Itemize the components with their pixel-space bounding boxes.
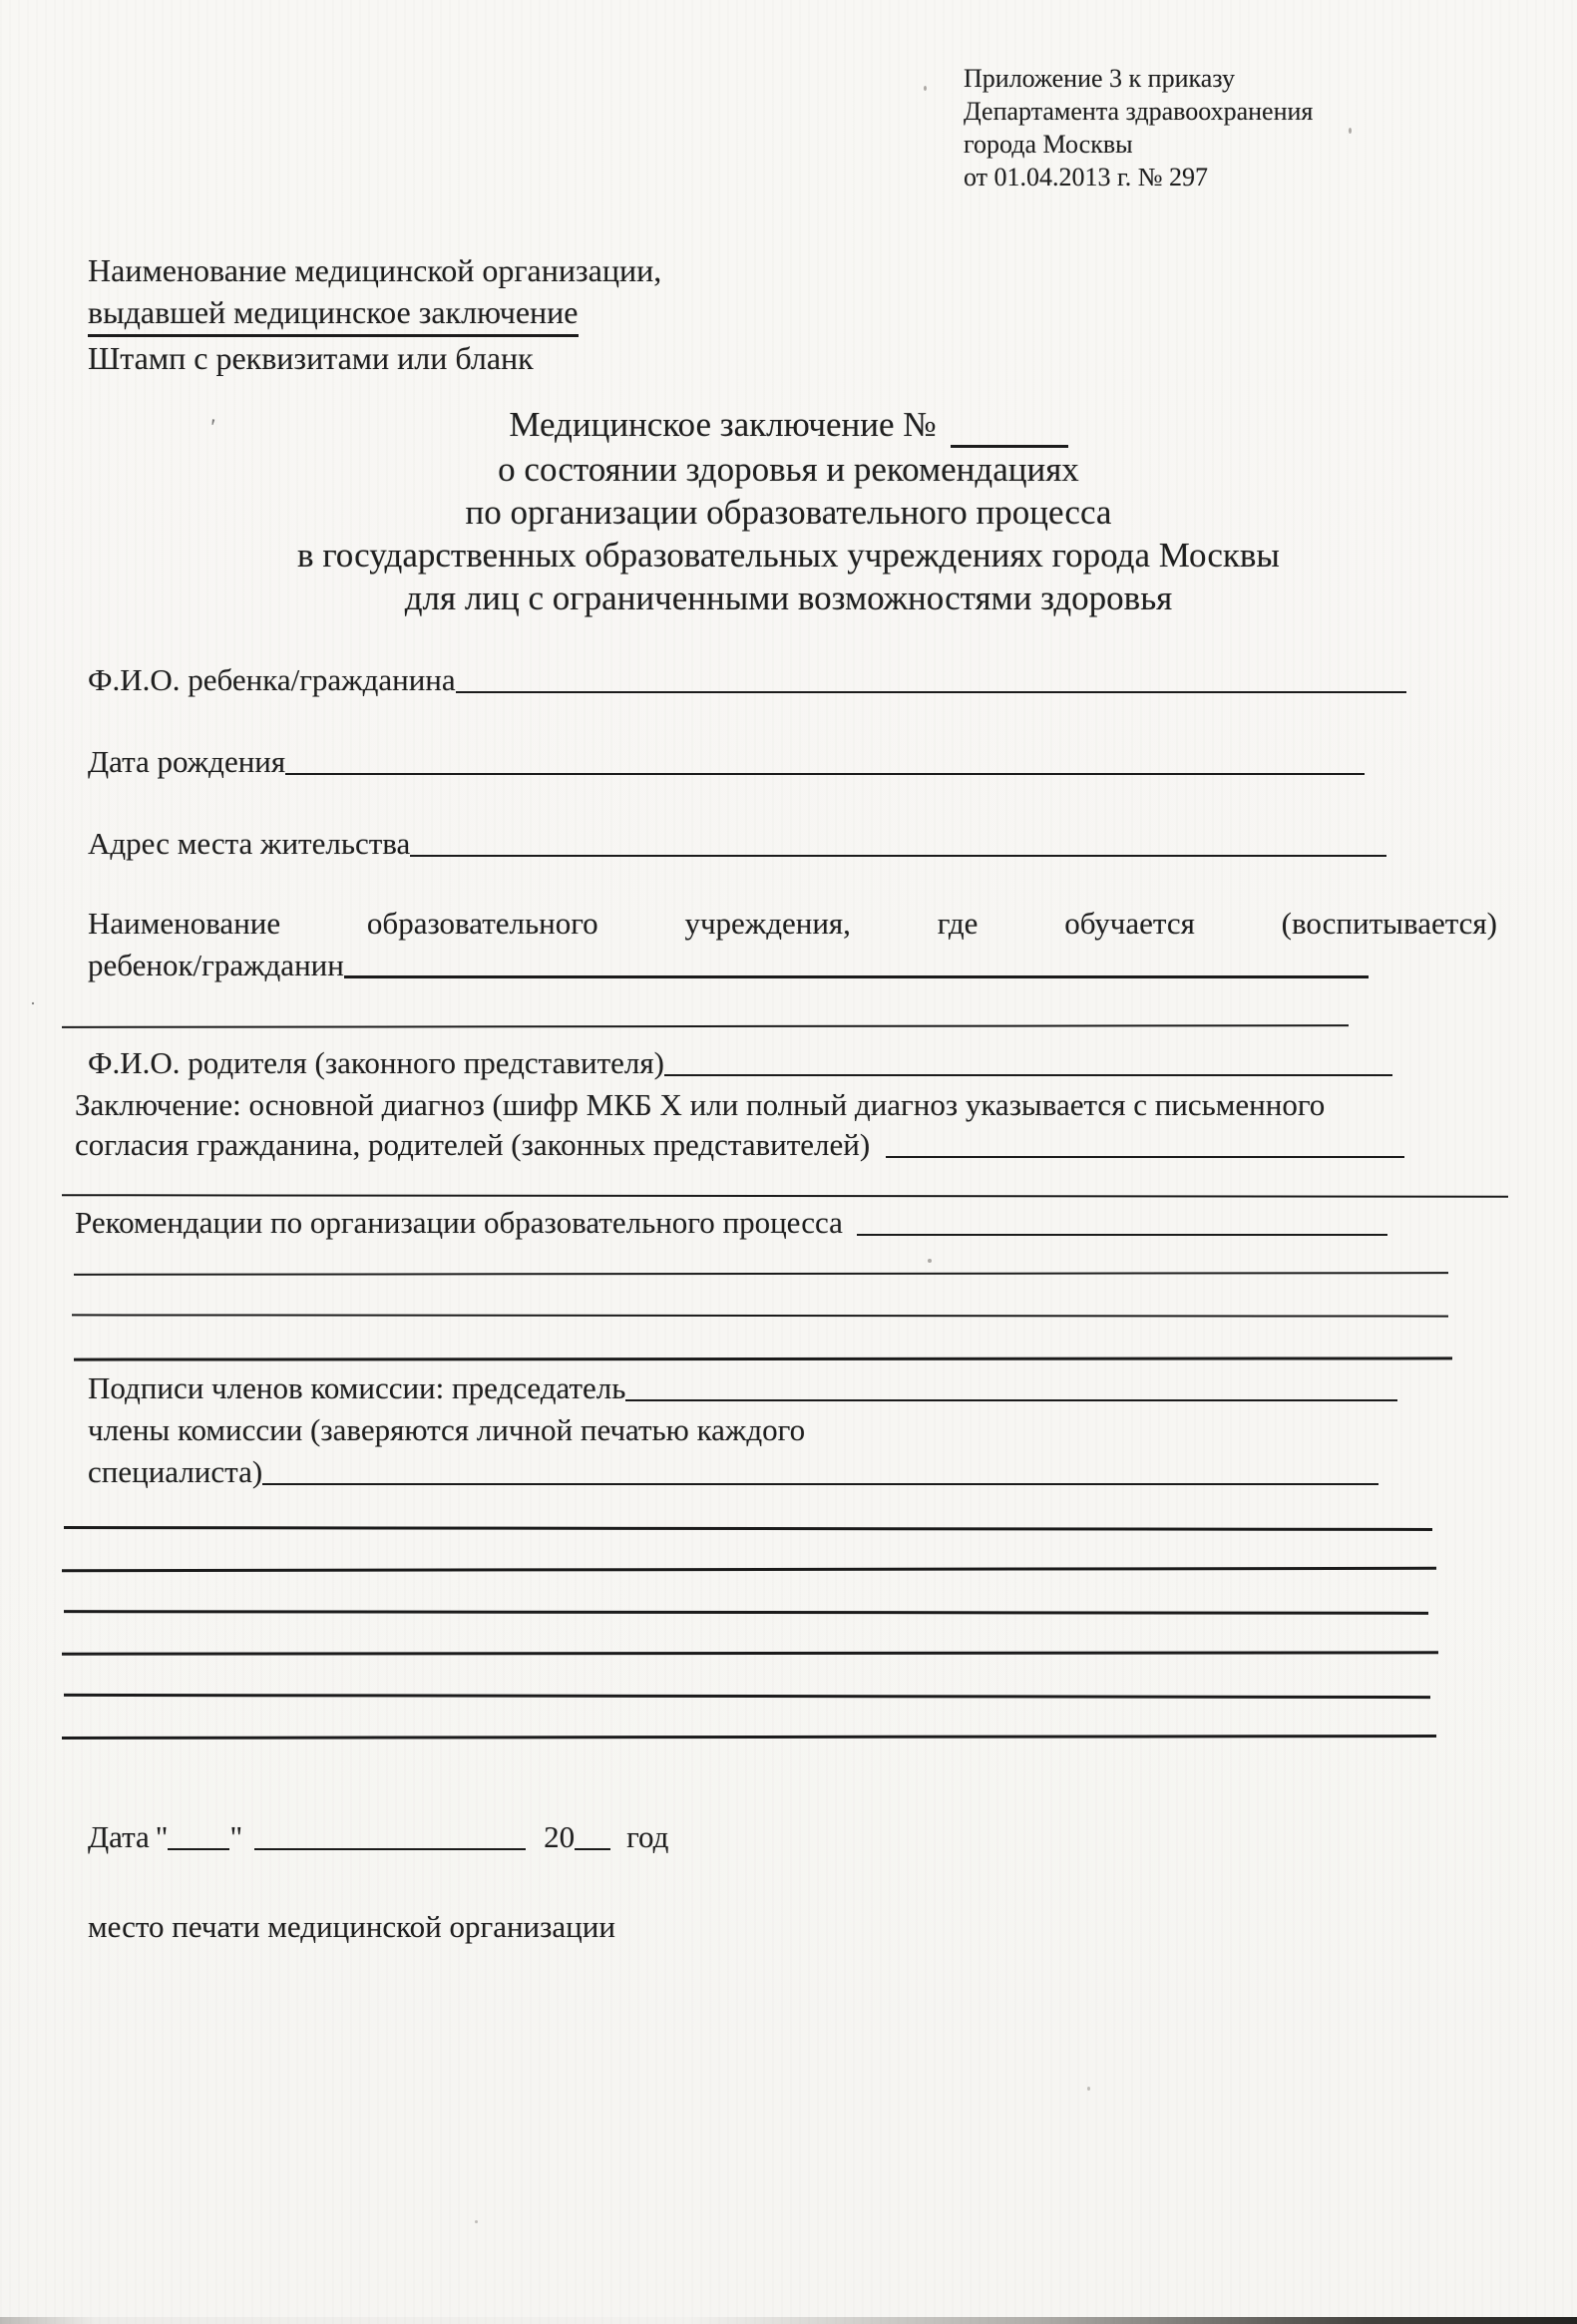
- child-citizen-blank-underline: [344, 975, 1369, 978]
- date-month-blank-underline: [254, 1848, 526, 1850]
- blank-line: [62, 1735, 1436, 1740]
- field-address: [88, 824, 1386, 864]
- field-child-citizen: [88, 946, 1369, 985]
- fio-parent-blank-underline: [664, 1074, 1392, 1076]
- form-title: [0, 403, 1577, 619]
- specialist-blank-underline: [262, 1483, 1379, 1485]
- fio-parent-label: Ф.И.О. родителя (законного представителя): [88, 1045, 664, 1080]
- child-citizen-label: ребенок/гражданин: [88, 948, 344, 982]
- recommendations-label: Рекомендации по организации образовательного процесса: [75, 1205, 843, 1240]
- birth-date-label: Дата рождения: [88, 744, 286, 779]
- fio-child-label: Ф.И.О. ребенка/гражданина: [88, 662, 456, 697]
- field-recommendations: [75, 1203, 1387, 1243]
- blank-line: [62, 1567, 1436, 1572]
- blank-line: [64, 1526, 1432, 1531]
- date-open-quote: ": [155, 1819, 169, 1854]
- org-note: [88, 249, 661, 379]
- conclusion-line-2: [75, 1125, 1404, 1165]
- field-birth-date: [88, 742, 1365, 782]
- recommendations-blank-underline: [857, 1234, 1387, 1236]
- edu-word-3: учреждения,: [684, 906, 851, 941]
- date-close-quote: ": [229, 1819, 243, 1854]
- specialist-label: специалиста): [88, 1454, 263, 1489]
- stamp-place-note: место печати медицинской организации: [88, 1909, 615, 1944]
- org-note-line-2-underlined: выдавшей медицинское заключение: [88, 291, 579, 337]
- scan-speck: [924, 86, 927, 91]
- date-line: [88, 1817, 668, 1857]
- date-label: Дата: [88, 1819, 150, 1854]
- blank-line: [74, 1356, 1452, 1360]
- address-label: Адрес места жительства: [88, 826, 411, 861]
- form-title-line-1: Медицинское заключение №: [0, 403, 1577, 448]
- field-specialist: [88, 1452, 1379, 1492]
- conclusion-blank-underline: [886, 1156, 1404, 1158]
- edu-institution-line: [88, 904, 1497, 944]
- scan-bottom-edge-shadow: [0, 2317, 1577, 2324]
- scan-speck: ·: [30, 993, 36, 1013]
- signatures-label: Подписи членов комиссии: председатель: [88, 1370, 626, 1405]
- scan-speck: [475, 2220, 478, 2223]
- org-note-line-3: Штамп с реквизитами или бланк: [88, 340, 534, 376]
- conclusion-line-2-label: согласия гражданина, родителей (законных представителей): [75, 1127, 871, 1162]
- edu-word-2: образовательного: [366, 906, 598, 941]
- date-day-blank-underline: [168, 1848, 229, 1850]
- blank-line: [64, 1610, 1428, 1615]
- form-title-line-5: для лиц с ограниченными возможностями здоровья: [404, 579, 1173, 617]
- appendix-note: [964, 62, 1313, 194]
- org-note-line-1: Наименование медицинской организации,: [88, 252, 662, 288]
- appendix-note-line-3: города Москвы: [964, 130, 1133, 159]
- date-year-suffix: год: [626, 1819, 669, 1854]
- blank-line: [62, 1651, 1438, 1655]
- form-title-line-4: в государственных образовательных учреждениях города Москвы: [297, 536, 1280, 575]
- edu-word-1: Наименование: [88, 906, 281, 941]
- blank-line: [62, 1024, 1349, 1028]
- field-fio-child: [88, 660, 1406, 700]
- edu-word-4: где: [937, 906, 979, 941]
- scan-speck: [1087, 2087, 1090, 2091]
- appendix-note-line-4: от 01.04.2013 г. № 297: [964, 163, 1209, 192]
- field-fio-parent: [88, 1043, 1392, 1083]
- form-title-line-2: о состоянии здоровья и рекомендациях: [498, 450, 1079, 489]
- scan-speck: [1263, 559, 1267, 563]
- scan-speck: [928, 1259, 932, 1263]
- date-year-prefix: 20: [544, 1819, 576, 1854]
- fio-child-blank-underline: [456, 691, 1406, 693]
- field-signatures: [88, 1368, 1397, 1408]
- birth-date-blank-underline: [285, 773, 1365, 775]
- scan-speck: ': [206, 414, 217, 442]
- blank-line: [72, 1314, 1448, 1317]
- date-year-blank-underline: [575, 1848, 610, 1850]
- members-line: члены комиссии (заверяются личной печатью каждого: [88, 1412, 806, 1447]
- signatures-blank-underline: [625, 1399, 1397, 1401]
- appendix-note-line-1: Приложение 3 к приказу: [964, 64, 1236, 93]
- scan-speck: [1349, 128, 1352, 134]
- address-blank-underline: [410, 855, 1386, 857]
- number-blank-underline: [951, 438, 1068, 448]
- form-title-line-3: по организации образовательного процесса: [465, 493, 1112, 532]
- blank-line: [62, 1194, 1508, 1198]
- blank-line: [74, 1272, 1448, 1276]
- appendix-note-line-2: Департамента здравоохранения: [964, 97, 1314, 126]
- edu-word-6: (воспитывается): [1281, 906, 1497, 941]
- edu-word-5: обучается: [1064, 906, 1195, 941]
- blank-line: [64, 1694, 1430, 1699]
- conclusion-line-1: Заключение: основной диагноз (шифр МКБ X или полный диагноз указывается с письменного: [75, 1087, 1326, 1122]
